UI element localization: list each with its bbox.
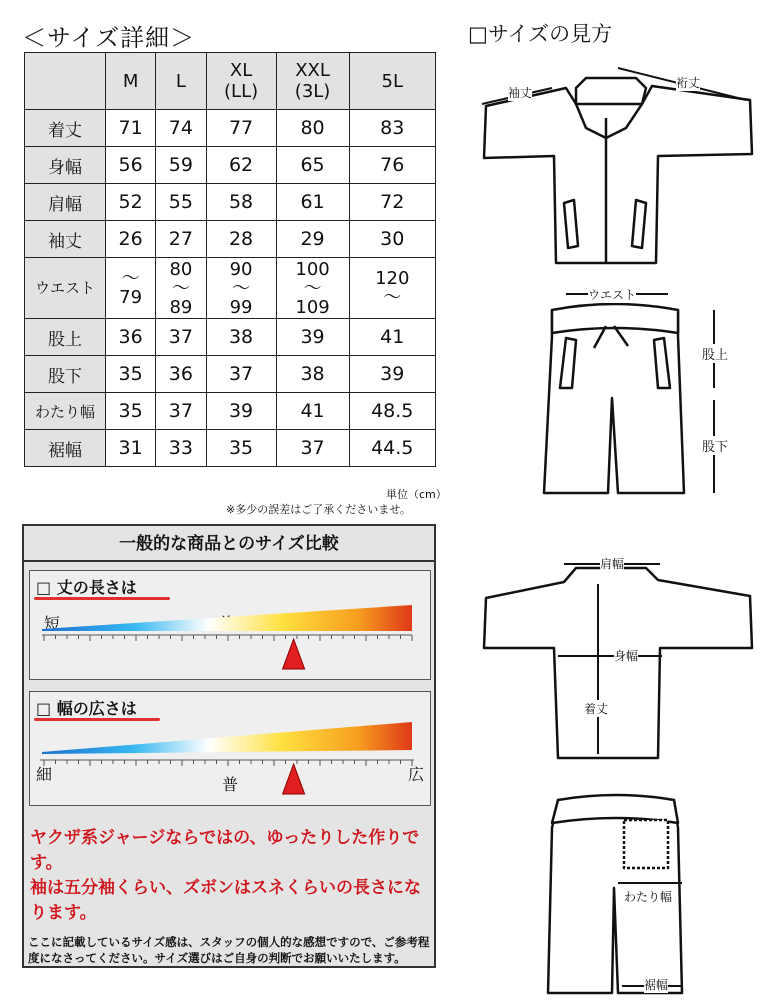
row-label: 着丈 [25,110,106,147]
row-label: わたり幅 [25,393,106,430]
size-cell: 74 [156,110,206,147]
row-label: 股上 [25,319,106,356]
disclaimer: ここに記載しているサイズ感は、スタッフの個人的な感想ですので、ご参考程度になさってください。サイズ選びはご自身の判断でお願いいたします。 [28,935,430,965]
size-cell: 39 [276,319,349,356]
size-header: 5L [349,53,435,110]
width-gradient-bar [42,722,412,754]
size-header: XXL (3L) [276,53,349,110]
size-cell: 39 [206,393,276,430]
row-label: 肩幅 [25,184,106,221]
length-short-label: 短 [44,614,61,633]
size-cell: 65 [276,147,349,184]
size-cell: 71 [106,110,156,147]
size-cell: 35 [106,356,156,393]
size-cell: 90 ～ 99 [206,258,276,319]
size-header: M [106,53,156,110]
length-ticks [44,635,412,641]
table-row [25,430,436,467]
size-cell: 62 [206,147,276,184]
size-detail-title: ＜サイズ詳細＞ [22,24,196,52]
hem-label: 裾幅 [644,978,669,992]
size-cell: 100 ～ 109 [276,258,349,319]
size-cell: 36 [106,319,156,356]
size-cell: 77 [206,110,276,147]
size-table [24,52,436,467]
size-cell: 56 [106,147,156,184]
size-cell: 30 [349,221,435,258]
yuki-label: 裄丈 [676,76,701,90]
table-row [25,110,436,147]
size-cell: 35 [106,393,156,430]
size-cell: 80 ～ 89 [156,258,206,319]
size-guide-title: □サイズの見方 [468,22,613,46]
width-scale [30,716,432,806]
table-row [25,393,436,430]
table-row [25,147,436,184]
size-cell: 76 [349,147,435,184]
length-label: 着丈 [584,702,609,716]
size-cell: 39 [349,356,435,393]
size-cell: 38 [276,356,349,393]
size-header: L [156,53,206,110]
length-box [29,570,431,680]
length-scale [30,599,432,679]
size-cell: 41 [276,393,349,430]
width-ticks [44,760,412,766]
size-cell: 37 [206,356,276,393]
length-gradient-bar [42,605,412,631]
size-cell: 26 [106,221,156,258]
row-label: 袖丈 [25,221,106,258]
inseam-label: 股下 [702,436,728,455]
width-normal-label: 普 [222,775,239,794]
size-cell: 83 [349,110,435,147]
size-cell: 44.5 [349,430,435,467]
table-row [25,184,436,221]
table-row [25,258,436,319]
comment-line-2: 袖は五分袖くらい、ズボンはスネくらいの長さになります。 [30,878,421,923]
table-row [25,221,436,258]
pants-front-drawing [544,304,684,493]
size-cell: 61 [276,184,349,221]
length-heading: □ 丈の長さは [36,578,137,597]
row-label: 身幅 [25,147,106,184]
size-cell: 80 [276,110,349,147]
tolerance-note: ※多少の誤差はご了承くださいませ。 [226,503,411,516]
size-cell: 48.5 [349,393,435,430]
size-cell: 27 [156,221,206,258]
table-row [25,319,436,356]
body-width-label: 身幅 [614,649,639,663]
comment-line-1: ヤクザ系ジャージならではの、ゆったりした作りです。 [30,828,420,873]
row-label: 股下 [25,356,106,393]
row-label: ウエスト [25,258,106,319]
comparison-title: 一般的な商品とのサイズ比較 [24,526,434,562]
size-cell: ～ 79 [106,258,156,319]
size-cell: 28 [206,221,276,258]
size-cell: 37 [156,319,206,356]
size-cell: 59 [156,147,206,184]
size-cell: 120 ～ [349,258,435,319]
jacket-front-drawing [484,78,752,263]
sleeve-label: 袖丈 [508,86,533,100]
shoulder-label: 肩幅 [600,557,625,571]
table-row [25,356,436,393]
row-label: 裾幅 [25,430,106,467]
table-corner [25,53,106,110]
width-box [29,691,431,806]
size-cell: 37 [276,430,349,467]
length-marker [283,639,305,669]
size-cell: 38 [206,319,276,356]
size-cell: 35 [206,430,276,467]
size-cell: 55 [156,184,206,221]
size-cell: 52 [106,184,156,221]
width-wide-label: 広 [408,765,425,784]
size-cell: 37 [156,393,206,430]
size-cell: 72 [349,184,435,221]
size-cell: 36 [156,356,206,393]
rise-label: 股上 [702,344,728,363]
size-header: XL (LL) [206,53,276,110]
size-cell: 33 [156,430,206,467]
size-cell: 29 [276,221,349,258]
waist-label: ウエスト [588,288,637,302]
unit-label: 単位（cm） [386,488,447,501]
width-marker [283,764,305,794]
size-cell: 31 [106,430,156,467]
size-cell: 41 [349,319,435,356]
garment-diagrams [446,48,766,998]
size-cell: 58 [206,184,276,221]
width-narrow-label: 細 [36,765,53,784]
width-heading: □ 幅の広さは [36,699,137,718]
thigh-label: わたり幅 [624,890,673,904]
